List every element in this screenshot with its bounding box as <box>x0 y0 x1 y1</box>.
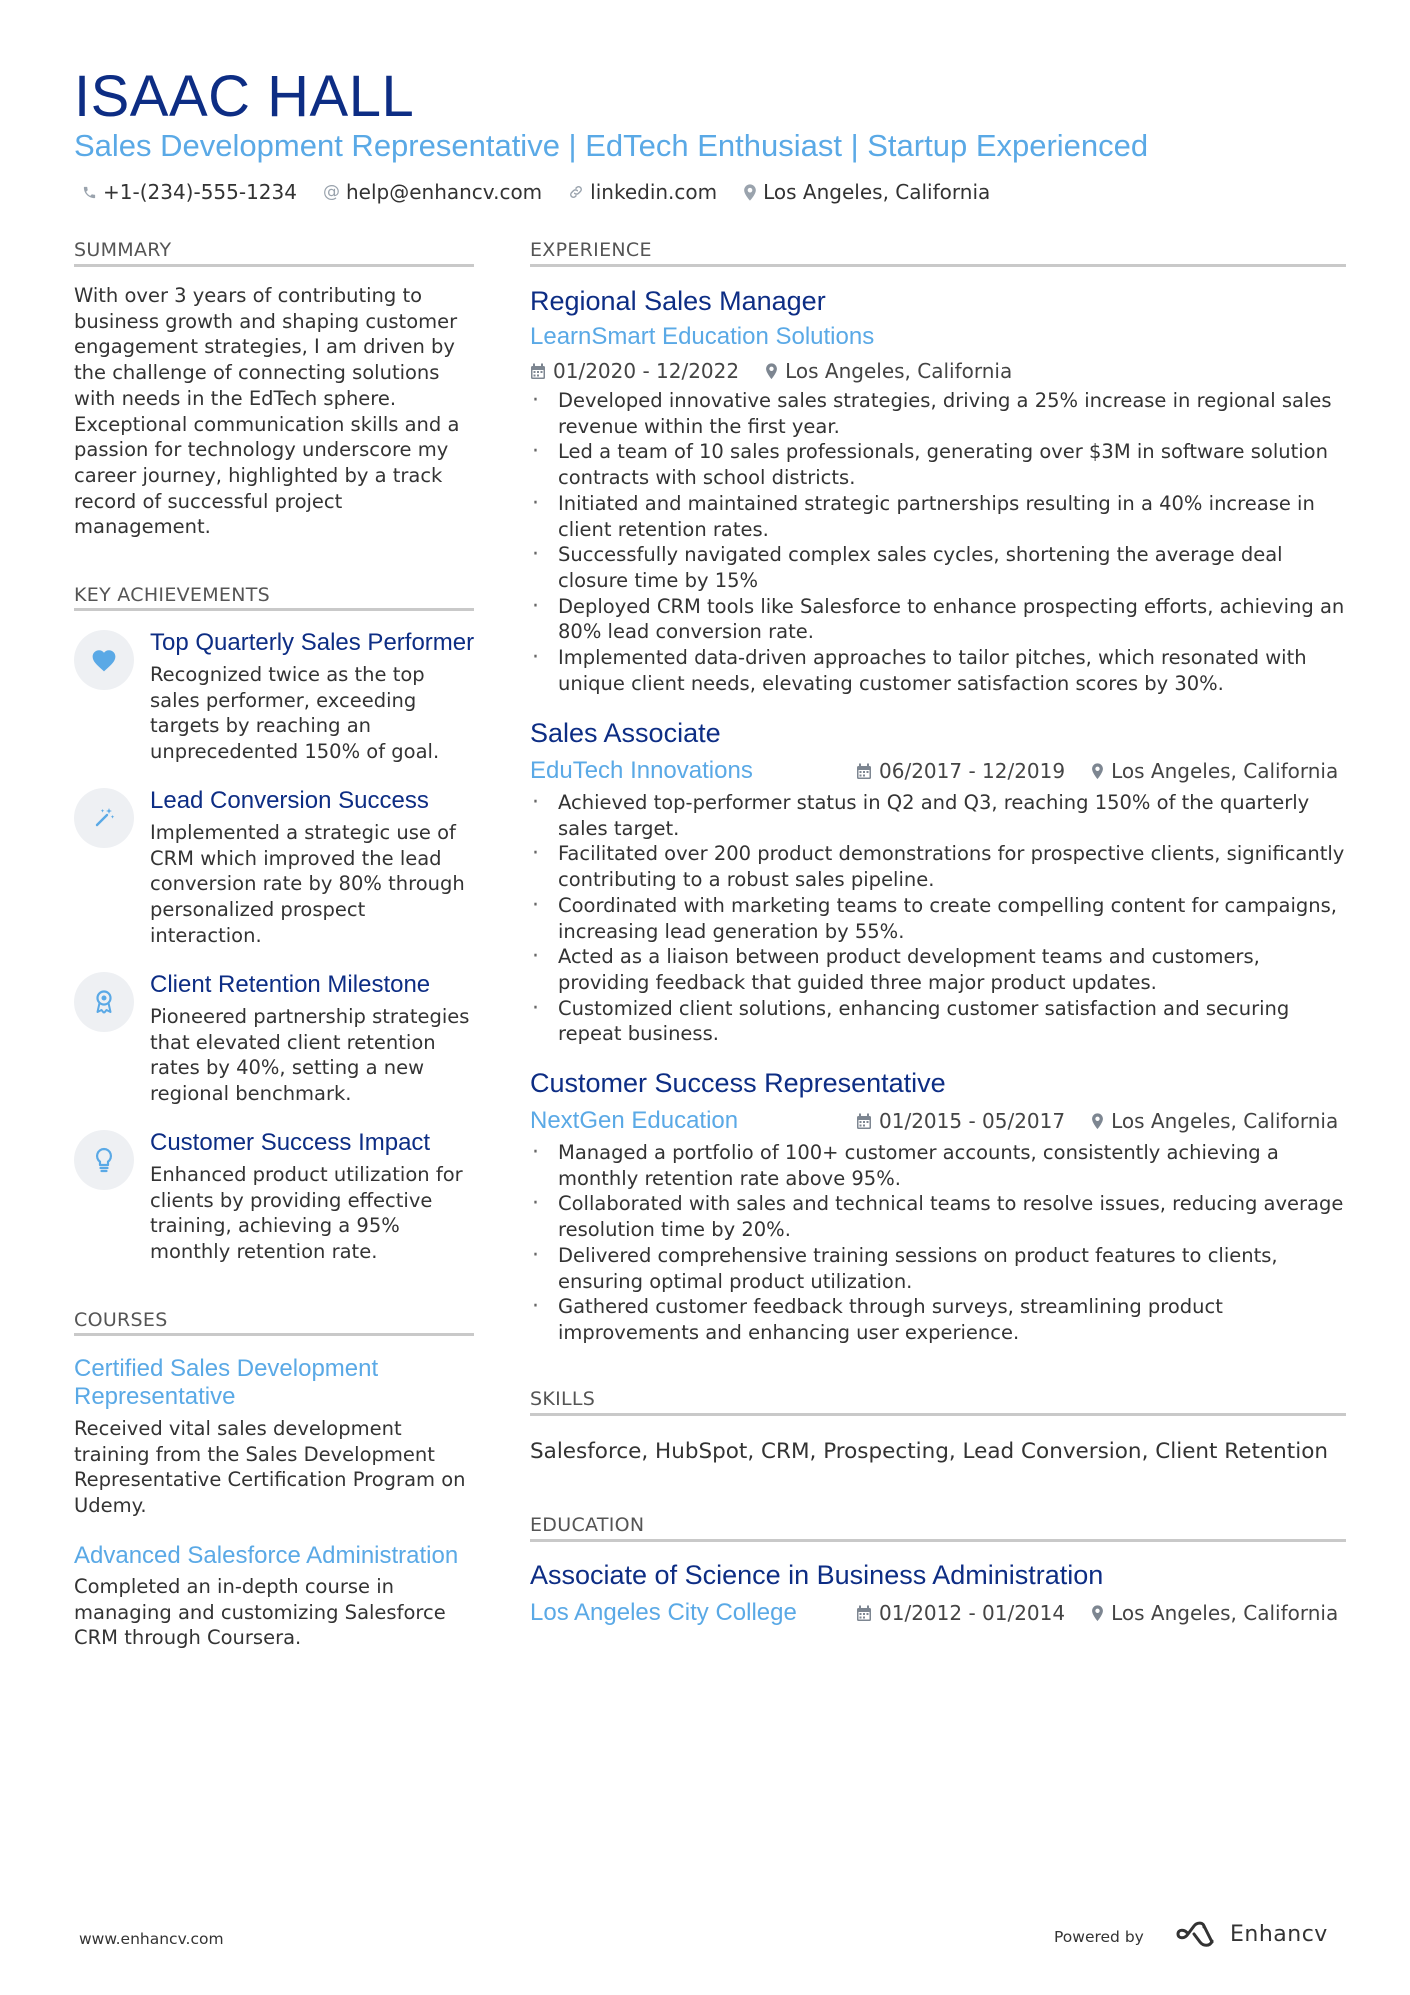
contact-location-text: Los Angeles, California <box>763 180 991 204</box>
achievement-description: Implemented a strategic use of CRM which improved the lead conversion rate by 80% through personalized prospect interaction. <box>150 821 465 947</box>
education-location: Los Angeles, California <box>1111 1601 1339 1625</box>
education-divider <box>530 1539 1346 1542</box>
summary-text: With over 3 years of contributing to business growth and shaping customer engagement strategies, I am driven by the challenge of connecting solutions with needs in the EdTech sphere. Exceptional communication skills and a passion for technology underscore my career journey, highlighted by a track record of successful project management. <box>74 284 460 539</box>
location-icon <box>743 184 757 201</box>
courses-divider <box>74 1333 474 1336</box>
job-location: Los Angeles, California <box>1111 759 1339 783</box>
contact-phone[interactable] <box>82 178 297 206</box>
location-icon <box>1091 1113 1104 1130</box>
list-item: · Led a team of 10 sales professionals, generating over $3M in software solution contracts with school districts. <box>530 439 1350 490</box>
job-bullets <box>530 790 1350 1047</box>
footer-url[interactable]: www.enhancv.com <box>79 1930 224 1948</box>
experience-divider <box>530 264 1346 267</box>
contact-phone-text: +1-(234)-555-1234 <box>103 180 297 204</box>
course-title: Certified Sales Development Representative <box>74 1355 379 1410</box>
list-item: · Gathered customer feedback through surveys, streamlining product improvements and enhancing user experience. <box>530 1294 1350 1345</box>
list-item: · Customized client solutions, enhancing customer satisfaction and securing repeat business. <box>530 996 1350 1047</box>
job-title: Regional Sales Manager <box>530 286 826 316</box>
brand-logo[interactable] <box>1174 1920 1328 1948</box>
achievement-description: Pioneered partnership strategies that elevated client retention rates by 40%, setting a new regional benchmark. <box>150 1005 470 1106</box>
summary-divider <box>74 264 474 267</box>
brand-name: Enhancv <box>1230 1921 1328 1947</box>
list-item: · Implemented data-driven approaches to tailor pitches, which resonated with unique client needs, elevating customer satisfaction scores by 30%. <box>530 645 1350 696</box>
achievements-heading: KEY ACHIEVEMENTS <box>74 584 271 606</box>
email-icon: @ <box>322 182 340 202</box>
achievements-divider <box>74 608 474 611</box>
list-item: · Successfully navigated complex sales cycles, shortening the average deal closure time by 15% <box>530 542 1350 593</box>
education-heading: EDUCATION <box>530 1514 645 1536</box>
calendar-icon <box>856 763 872 780</box>
contact-email[interactable] <box>323 178 542 206</box>
school-name: Los Angeles City College <box>530 1599 797 1626</box>
courses-heading: COURSES <box>74 1309 168 1331</box>
list-item: · Coordinated with marketing teams to create compelling content for campaigns, increasing lead generation by 55%. <box>530 893 1350 944</box>
list-item: · Acted as a liaison between product development teams and customers, providing feedback that guided three major product updates. <box>530 944 1350 995</box>
education-dates: 01/2012 - 01/2014 <box>879 1601 1066 1625</box>
job-bullets <box>530 388 1350 696</box>
skills-heading: SKILLS <box>530 1388 596 1410</box>
lightbulb-icon <box>74 1130 134 1190</box>
job-meta <box>856 1108 1338 1134</box>
link-icon <box>568 184 584 200</box>
skills-list: Salesforce, HubSpot, CRM, Prospecting, Lead Conversion, Client Retention <box>530 1439 1328 1464</box>
achievement-title: Lead Conversion Success <box>150 787 429 814</box>
contact-linkedin[interactable] <box>568 178 717 206</box>
list-item: · Deployed CRM tools like Salesforce to enhance prospecting efforts, achieving an 80% lead conversion rate. <box>530 594 1350 645</box>
job-location: Los Angeles, California <box>1111 1109 1339 1133</box>
heart-icon <box>74 630 134 690</box>
list-item: · Achieved top-performer status in Q2 and Q3, reaching 150% of the quarterly sales target. <box>530 790 1350 841</box>
calendar-icon <box>530 363 546 380</box>
contact-linkedin-text: linkedin.com <box>590 180 718 204</box>
experience-heading: EXPERIENCE <box>530 239 652 261</box>
summary-heading: SUMMARY <box>74 239 172 261</box>
company-name: EduTech Innovations <box>530 757 753 784</box>
course-description: Received vital sales development training from the Sales Development Representative Certification Program on Udemy. <box>74 1417 466 1518</box>
achievement-title: Client Retention Milestone <box>150 971 431 998</box>
calendar-icon <box>856 1113 872 1130</box>
list-item: · Delivered comprehensive training sessions on product features to clients, ensuring optimal product utilization. <box>530 1243 1350 1294</box>
candidate-name: ISAAC HALL <box>74 64 415 129</box>
list-item: · Facilitated over 200 product demonstrations for prospective clients, significantly contributing to a robust sales pipeline. <box>530 841 1350 892</box>
company-name: NextGen Education <box>530 1107 739 1134</box>
job-meta <box>856 758 1338 784</box>
infinity-logo-icon <box>1174 1920 1222 1948</box>
award-icon <box>74 972 134 1032</box>
phone-icon <box>82 185 97 200</box>
achievement-description: Recognized twice as the top sales performer, exceeding targets by reaching an unprecedented 150% of goal. <box>150 663 440 764</box>
skills-divider <box>530 1413 1346 1416</box>
job-dates: 01/2015 - 05/2017 <box>879 1109 1066 1133</box>
job-dates: 01/2020 - 12/2022 <box>553 359 740 383</box>
calendar-icon <box>856 1605 872 1622</box>
list-item: · Managed a portfolio of 100+ customer accounts, consistently achieving a monthly retention rate above 95%. <box>530 1140 1350 1191</box>
contact-bar <box>82 178 1016 206</box>
powered-by-label: Powered by <box>1054 1928 1144 1946</box>
location-icon <box>1091 763 1104 780</box>
job-title: Sales Associate <box>530 718 721 748</box>
achievement-title: Top Quarterly Sales Performer <box>150 629 475 656</box>
achievement-title: Customer Success Impact <box>150 1129 431 1156</box>
list-item: · Developed innovative sales strategies, driving a 25% increase in regional sales revenue within the first year. <box>530 388 1350 439</box>
job-bullets <box>530 1140 1350 1346</box>
job-dates: 06/2017 - 12/2019 <box>879 759 1066 783</box>
degree-title: Associate of Science in Business Administration <box>530 1560 1104 1590</box>
job-meta <box>530 358 1012 384</box>
job-location: Los Angeles, California <box>785 359 1013 383</box>
job-title: Customer Success Representative <box>530 1068 946 1098</box>
course-title: Advanced Salesforce Administration <box>74 1542 459 1569</box>
achievement-description: Enhanced product utilization for clients by providing effective training, achieving a 95% monthly retention rate. <box>150 1163 463 1264</box>
contact-location <box>743 178 990 206</box>
education-meta <box>856 1600 1338 1626</box>
list-item: · Collaborated with sales and technical teams to resolve issues, reducing average resolution time by 20%. <box>530 1191 1350 1242</box>
contact-email-text: help@enhancv.com <box>345 180 543 204</box>
location-icon <box>1091 1605 1104 1622</box>
magic-wand-icon <box>74 788 134 848</box>
company-name: LearnSmart Education Solutions <box>530 323 875 350</box>
course-description: Completed an in-depth course in managing and customizing Salesforce CRM through Coursera. <box>74 1575 446 1650</box>
candidate-headline: Sales Development Representative | EdTech Enthusiast | Startup Experienced <box>74 128 1149 163</box>
location-icon <box>765 363 778 380</box>
list-item: · Initiated and maintained strategic partnerships resulting in a 40% increase in client retention rates. <box>530 491 1350 542</box>
